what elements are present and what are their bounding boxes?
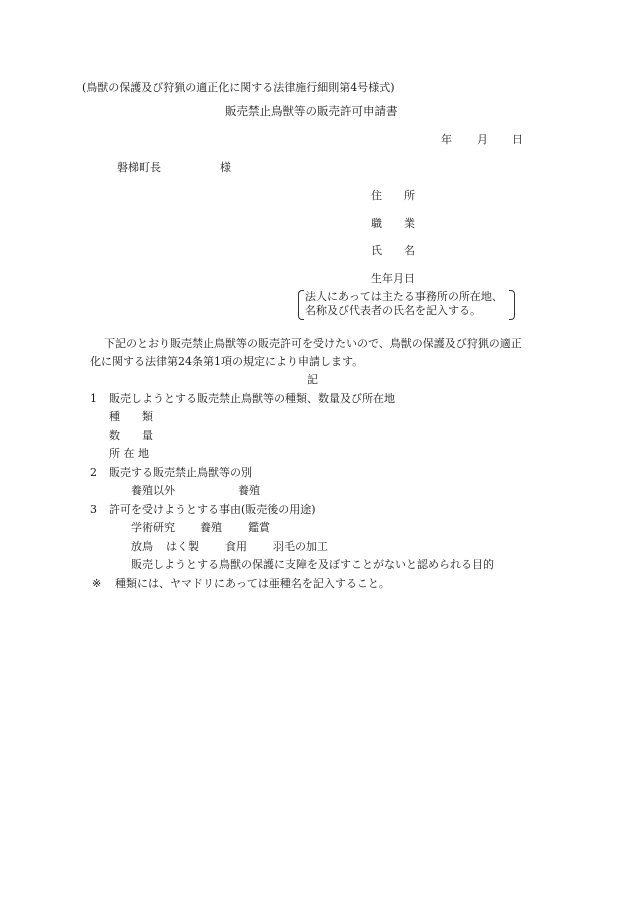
- date-year: 年: [441, 133, 452, 146]
- corporation-note-line-2: 名称及び代表者の氏名を記入する。: [305, 304, 481, 317]
- note-text: 種類には、ヤマドリにあっては亜種名を記入すること。: [115, 577, 390, 590]
- addressee-honorific: 様: [220, 161, 231, 174]
- item-1-number: 1: [90, 392, 97, 405]
- item-1-location: 所 在 地: [109, 447, 149, 460]
- date-month: 月: [477, 133, 488, 146]
- left-bracket: [298, 290, 304, 320]
- item-3-option-food: 食用: [225, 540, 247, 553]
- body-text-line-2: 化に関する法律第24条第1項の規定により申請します。: [90, 355, 364, 368]
- applicant-name-label: 氏 名: [371, 244, 415, 257]
- item-3-label: 許可を受けようとする事由(販売後の用途): [109, 503, 316, 516]
- item-1-kind: 種 類: [109, 410, 153, 423]
- addressee-name: 磐梯町長: [117, 161, 161, 174]
- item-2-option-farmed: 養殖: [238, 484, 260, 497]
- item-3-option-feather: 羽毛の加工: [273, 540, 328, 553]
- item-3-option-release: 放鳥: [131, 540, 153, 553]
- applicant-occupation-label: 職 業: [371, 217, 415, 230]
- corporation-note-line-1: 法人にあっては主たる事務所の所在地、: [305, 290, 503, 303]
- item-2-number: 2: [90, 466, 97, 479]
- applicant-address-label: 住 所: [371, 189, 415, 202]
- date-day: 日: [512, 133, 523, 146]
- ki-heading: 記: [307, 373, 318, 386]
- right-bracket: [509, 290, 515, 320]
- item-1-quantity: 数 量: [109, 429, 153, 442]
- item-3-number: 3: [90, 503, 97, 516]
- item-3-option-viewing: 鑑賞: [248, 521, 270, 534]
- item-3-option-breeding: 養殖: [200, 521, 222, 534]
- note-mark: ※: [92, 577, 102, 590]
- form-reference-note: (鳥獣の保護及び狩猟の適正化に関する法律施行細則第4号様式): [82, 81, 395, 94]
- item-2-label: 販売する販売禁止鳥獣等の別: [109, 466, 252, 479]
- item-3-option-research: 学術研究: [131, 521, 175, 534]
- item-3-option-other-purpose: 販売しようとする鳥獣の保護に支障を及ぼすことがないと認められる目的: [131, 558, 494, 571]
- body-text-line-1: 下記のとおり販売禁止鳥獣等の販売許可を受けたいので、鳥獣の保護及び狩猟の適正: [104, 337, 522, 350]
- form-title: 販売禁止鳥獣等の販売許可申請書: [225, 104, 398, 118]
- applicant-birthdate-label: 生年月日: [371, 272, 415, 285]
- item-3-option-taxidermy: はく製: [166, 540, 199, 553]
- item-1-label: 販売しようとする販売禁止鳥獣等の種類、数量及び所在地: [109, 392, 395, 405]
- item-2-option-non-farmed: 養殖以外: [131, 484, 175, 497]
